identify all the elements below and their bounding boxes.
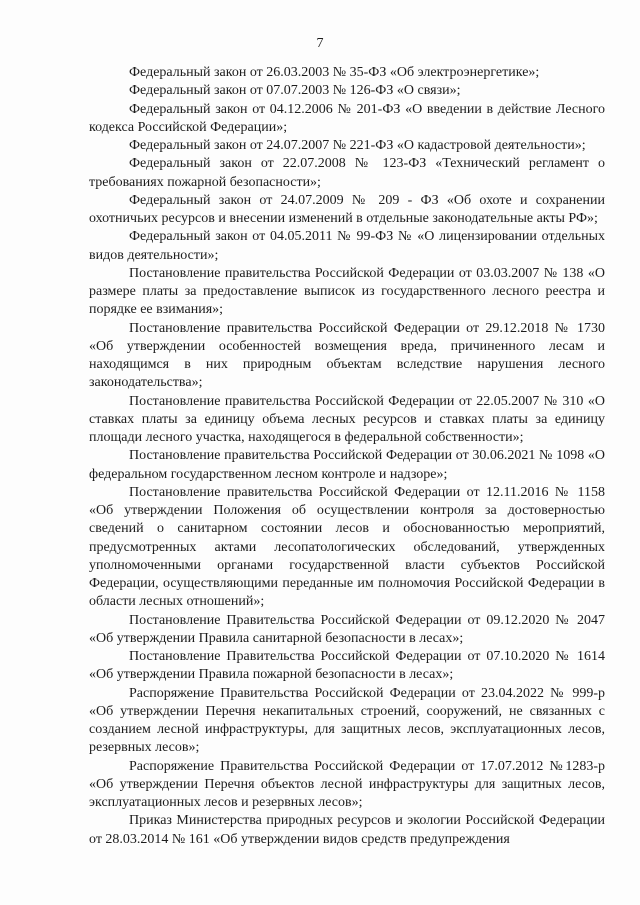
- paragraph: Постановление правительства Российской Федерации от 30.06.2021 № 1098 «О федеральном государственном лесном контроле и надзоре»;: [89, 448, 605, 482]
- paragraph: Распоряжение Правительства Российской Федерации от 23.04.2022 № 999-р «Об утверждении Перечня некапитальных строений, сооружений, не связанных с созданием лесной инфраструктуры, для защитных лесов, эксплуатационных лесов, резервных лесов»;: [89, 685, 605, 756]
- document-body: [89, 64, 605, 849]
- paragraph: Постановление Правительства Российской Федерации от 07.10.2020 № 1614 «Об утверждении Правила пожарной безопасности в лесах»;: [89, 649, 605, 683]
- paragraph: Постановление правительства Российской Федерации от 03.03.2007 № 138 «О размере платы за предоставление выписок из государственного лесного реестра и порядке ее взимания»;: [89, 265, 605, 318]
- paragraph: Постановление правительства Российской Федерации от 29.12.2018 № 1730 «Об утверждении особенностей возмещения вреда, причиненного лесам и находящимся в них природным объектам вследствие нарушения лесного законодательства»;: [89, 320, 605, 391]
- paragraph: Постановление правительства Российской Федерации от 22.05.2007 № 310 «О ставках платы за единицу объема лесных ресурсов и ставках платы за единицу площади лесного участка, находящегося в федеральной собственности»;: [89, 393, 605, 445]
- paragraph: Приказ Министерства природных ресурсов и экологии Российской Федерации от 28.03.2014 № 161 «Об утверждении видов средств предупреждения: [89, 813, 605, 847]
- paragraph: Федеральный закон от 04.05.2011 № 99-ФЗ № «О лицензировании отдельных видов деятельности»;: [89, 229, 605, 263]
- paragraph: Постановление Правительства Российской Федерации от 09.12.2020 № 2047 «Об утверждении Правила санитарной безопасности в лесах»;: [89, 612, 605, 646]
- paragraph: Федеральный закон от 07.07.2003 № 126-ФЗ «О связи»;: [129, 83, 461, 99]
- paragraph: Федеральный закон от 24.07.2007 № 221-ФЗ «О кадастровой деятельности»;: [129, 138, 586, 153]
- paragraph: Федеральный закон от 04.12.2006 № 201-ФЗ «О введении в действие Лесного кодекса Российской Федерации»;: [89, 101, 605, 135]
- paragraph: Распоряжение Правительства Российской Федерации от 17.07.2012 №1283-р «Об утверждении Перечня объектов лесной инфраструктуры для защитных лесов, эксплуатационных лесов и резервных лесов»;: [89, 758, 605, 810]
- page-number: 7: [316, 36, 324, 51]
- paragraph: Федеральный закон от 22.07.2008 № 123-ФЗ «Технический регламент о требованиях пожарной безопасности»;: [89, 156, 605, 190]
- paragraph: Федеральный закон от 26.03.2003 № 35-ФЗ «Об электроэнергетике»;: [129, 65, 540, 80]
- paragraph: Постановление правительства Российской Федерации от 12.11.2016 № 1158 «Об утверждении Положения об осуществлении контроля за достоверностью сведений о санитарном состоянии лесов и обоснованностью мероприятий, предусмотренных актами лесопатологических обследований, утвержденных уполномоченными органами государственной власти субъектов Российской Федерации, осуществляющими переданные им полномочия Российской Федерации в области лесных отношений»;: [89, 484, 605, 610]
- paragraph: Федеральный закон от 24.07.2009 № 209 - ФЗ «Об охоте и сохранении охотничьих ресурсов и внесении изменений в отдельные законодательные акты РФ»;: [89, 192, 605, 226]
